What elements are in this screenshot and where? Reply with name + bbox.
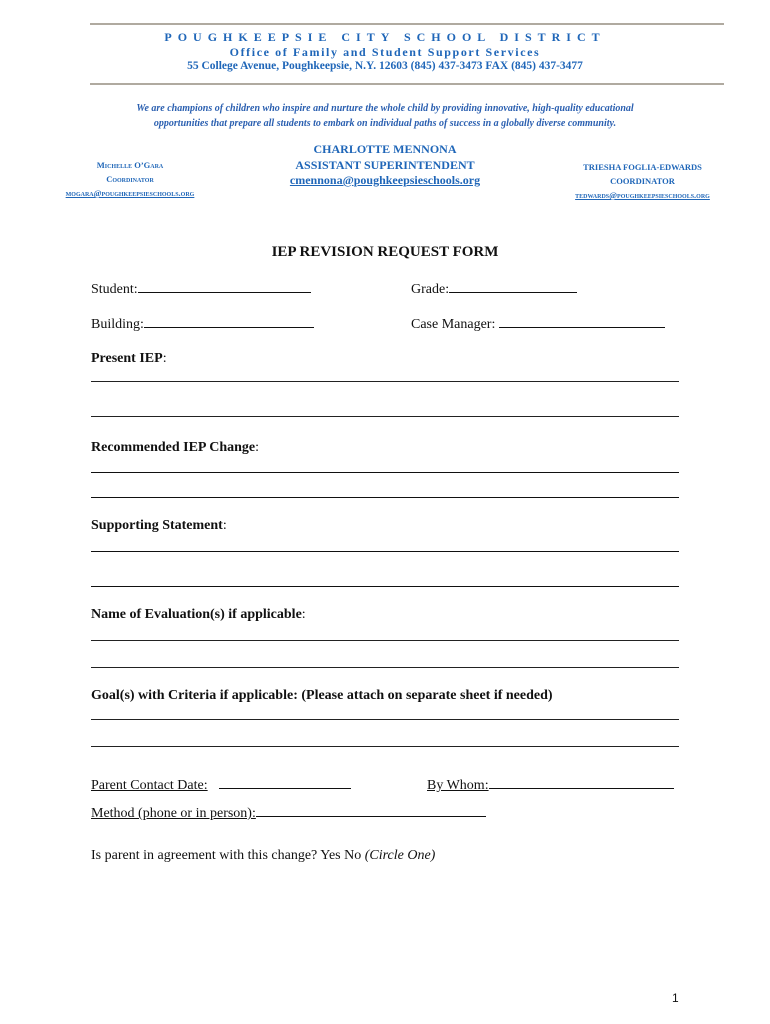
building-label: Building: xyxy=(91,317,144,332)
recommended-change-label xyxy=(91,440,259,456)
bottom-rule xyxy=(90,83,724,85)
parent-contact-date-input[interactable] xyxy=(219,776,351,789)
contact-center-title: ASSISTANT SUPERINTENDENT xyxy=(295,157,475,172)
contact-right-email[interactable]: tedwards@poughkeepsieschools.org xyxy=(575,190,710,200)
grade-field xyxy=(411,280,577,298)
present-iep-line-1[interactable] xyxy=(91,381,679,382)
supporting-statement-line-2[interactable] xyxy=(91,586,679,587)
goals-line-2[interactable] xyxy=(91,746,679,747)
supporting-statement-text: Supporting Statement xyxy=(91,518,223,533)
office-name: Office of Family and Student Support Services xyxy=(229,45,541,59)
case-manager-label: Case Manager: xyxy=(411,317,496,332)
goals-label: Goal(s) with Criteria if applicable: (Please attach on separate sheet if needed) xyxy=(91,688,553,703)
form-title: IEP REVISION REQUEST FORM xyxy=(271,244,499,260)
by-whom-field xyxy=(427,776,674,794)
present-iep-label xyxy=(91,351,167,367)
mission-line-1: We are champions of children who inspire and nurture the whole child by providing innovative, high-quality educational xyxy=(136,103,634,114)
method-input[interactable] xyxy=(256,804,486,817)
supporting-statement-colon: : xyxy=(222,518,227,533)
goals-line-1[interactable] xyxy=(91,719,679,720)
student-label: Student: xyxy=(91,282,138,297)
case-manager-input[interactable] xyxy=(499,315,665,328)
circle-one-note: (Circle One) xyxy=(364,848,436,863)
contact-right-name: TRIESHA FOGLIA-EDWARDS xyxy=(583,162,702,172)
recommended-change-colon: : xyxy=(255,440,260,455)
contact-left-name: Michelle O’Gara xyxy=(96,160,164,170)
agreement-question xyxy=(91,848,435,864)
district-name: POUGHKEEPSIE CITY SCHOOL DISTRICT xyxy=(164,30,606,44)
contact-center-name: CHARLOTTE MENNONA xyxy=(313,142,457,156)
case-manager-field xyxy=(411,315,665,333)
building-input[interactable] xyxy=(144,315,314,328)
evaluation-line-1[interactable] xyxy=(91,640,679,641)
method-label: Method (phone or in person): xyxy=(91,806,256,821)
contact-center xyxy=(275,142,495,189)
contact-right xyxy=(540,160,745,202)
supporting-statement-line-1[interactable] xyxy=(91,551,679,552)
by-whom-input[interactable] xyxy=(489,776,674,789)
present-iep-colon: : xyxy=(162,351,167,366)
contact-left-title: Coordinator xyxy=(106,174,154,184)
evaluation-colon: : xyxy=(301,607,306,622)
present-iep-line-2[interactable] xyxy=(91,416,679,417)
building-field xyxy=(91,315,314,333)
page-number: 1 xyxy=(672,991,679,1005)
present-iep-text: Present IEP xyxy=(91,351,163,366)
method-field xyxy=(91,804,486,822)
student-input[interactable] xyxy=(138,280,311,293)
contact-right-title: COORDINATOR xyxy=(610,176,675,186)
parent-contact-field xyxy=(91,776,351,794)
student-field xyxy=(91,280,311,298)
evaluation-text: Name of Evaluation(s) if applicable xyxy=(91,607,302,622)
mission-statement xyxy=(0,101,770,131)
evaluation-line-2[interactable] xyxy=(91,667,679,668)
supporting-statement-label xyxy=(91,518,227,534)
district-address: 55 College Avenue, Poughkeepsie, N.Y. 12603 (845) 437-3473 FAX (845) 437-3477 xyxy=(187,60,583,72)
grade-input[interactable] xyxy=(449,280,577,293)
contact-left xyxy=(30,158,230,200)
contact-left-email[interactable]: mogara@poughkeepsieschools.org xyxy=(65,188,195,198)
evaluation-label xyxy=(91,607,306,623)
recommended-change-line-2[interactable] xyxy=(91,497,679,498)
grade-label: Grade: xyxy=(411,282,450,297)
parent-contact-label: Parent Contact Date: xyxy=(91,778,208,793)
by-whom-label: By Whom: xyxy=(427,778,489,793)
recommended-change-line-1[interactable] xyxy=(91,472,679,473)
agreement-text: Is parent in agreement with this change? Yes No xyxy=(91,848,362,863)
mission-line-2: opportunities that prepare all students to embark on individual paths of success in a globally diverse community. xyxy=(153,118,617,129)
recommended-change-text: Recommended IEP Change xyxy=(91,440,256,455)
contact-center-email[interactable]: cmennona@poughkeepsieschools.org xyxy=(289,173,481,187)
top-rule xyxy=(90,23,724,25)
